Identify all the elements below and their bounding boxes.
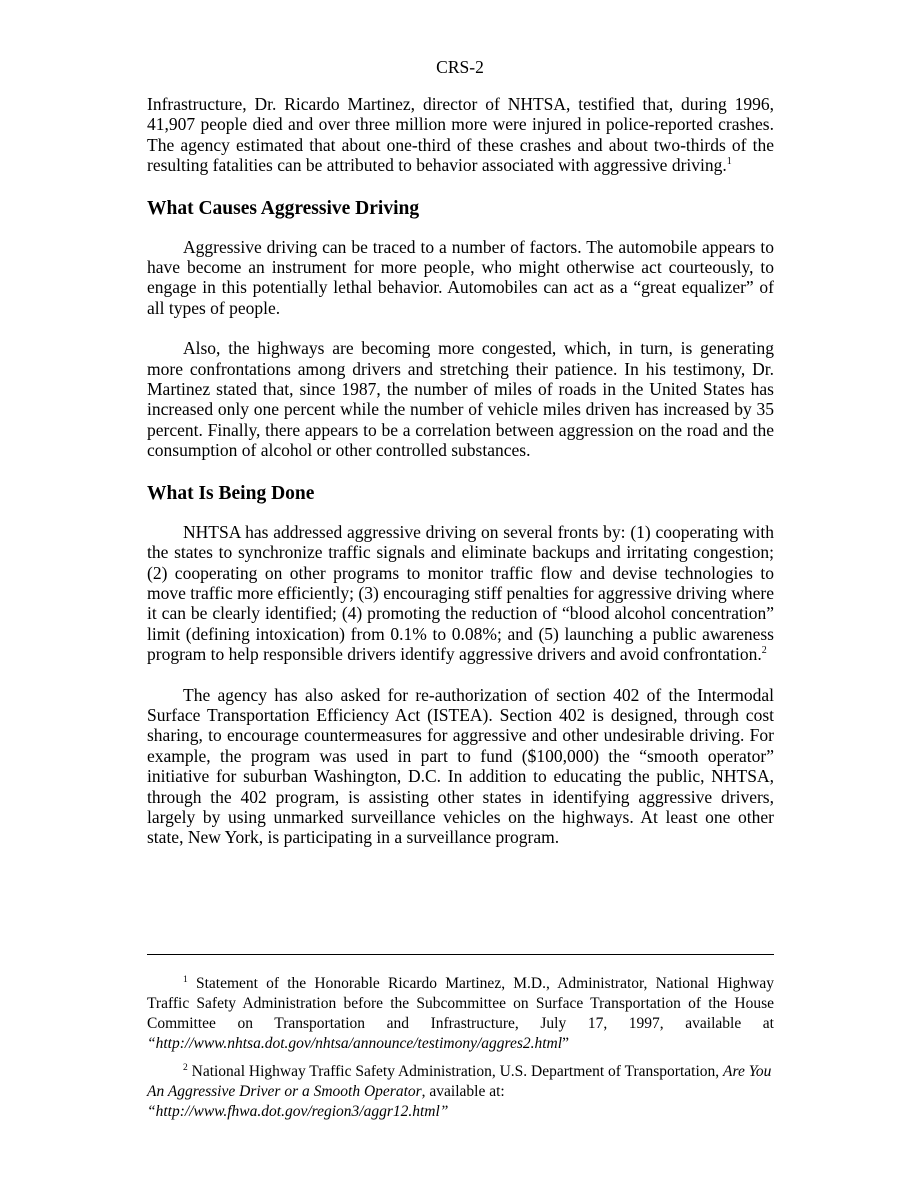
done-paragraph-1 [147, 522, 774, 665]
footnote-divider [147, 954, 774, 955]
heading-what-is-being-done: What Is Being Done [147, 482, 315, 504]
intro-paragraph [147, 94, 774, 176]
intro-paragraph-text: Infrastructure, Dr. Ricardo Martinez, director of NHTSA, testified that, during 1996, 41,907 people died and over three million more were injured in police-reported crashes. The agency estimated that about one-third of these crashes and about two-thirds of the resulting fatalities can be attributed to behavior associated with aggressive driving. [147, 94, 774, 176]
footnote-2-link[interactable]: “http://www.fhwa.dot.gov/region3/aggr12.html” [147, 1103, 449, 1120]
causes-paragraph-1: Aggressive driving can be traced to a number of factors. The automobile appears to have become an instrument for more people, who might otherwise act courteously, to engage in this potentially lethal behavior. Automobiles can act as a “great equalizer” of all types of people. [147, 236, 774, 318]
done-paragraph-2: The agency has also asked for re-authorization of section 402 of the Intermodal Surface Transportation Efficiency Act (ISTEA). Section 402 is designed, through cost sharing, to encourage countermeasures for aggressive and other undesirable driving. For example, the program was used in part to fund ($100,000) the “smooth operator” initiative for suburban Washington, D.C. In addition to educating the public, NHTSA, through the 402 program, is assisting other states in identifying aggressive drivers, largely by using unmarked surveillance vehicles on the highways. At least one other state, New York, is participating in a surveillance program. [147, 684, 774, 848]
footnote-2-text: National Highway Traffic Safety Administration, U.S. Department of Transportation, [191, 1063, 720, 1080]
footnote-2-title: Are You An Aggressive Driver or a Smooth Operator [147, 1063, 772, 1100]
footnotes [147, 974, 774, 1122]
heading-what-causes: What Causes Aggressive Driving [147, 197, 420, 219]
footnote-1-number: 1 [183, 975, 188, 985]
done-paragraph-1-text: NHTSA has addressed aggressive driving on several fronts by: (1) cooperating with the states to synchronize traffic signals and eliminate backups and irritating congestion; (2) cooperating on other programs to monitor traffic flow and devise technologies to move traffic more efficiently; (3) encouraging stiff penalties for aggressive driving where it can be clearly identified; (4) promoting the reduction of “blood alcohol concentration” limit (defining intoxication) from 0.1% to 0.08%; and (5) launching a public awareness program to help responsible drivers identify aggressive drivers and avoid confrontation. [147, 521, 774, 665]
footnote-1-text: Statement of the Honorable Ricardo Martinez, M.D., Administrator, National Highway Traffic Safety Administration before the Subcommittee on Surface Transportation of the House Committee on Transportation and Infrastructure, July 17, 1997, available at [147, 975, 775, 1032]
causes-paragraph-2: Also, the highways are becoming more congested, which, in turn, is generating more confrontations among drivers and stretching their patience. In his testimony, Dr. Martinez stated that, since 1987, the number of miles of roads in the United States has increased only one percent while the number of vehicle miles driven has increased by 35 percent. Finally, there appears to be a correlation between aggression on the road and the consumption of alcohol or other controlled substances. [147, 338, 774, 461]
footnote-2 [147, 1062, 774, 1122]
footnote-1-link[interactable]: “http://www.nhtsa.dot.gov/nhtsa/announce/testimony/aggres2.html [147, 1035, 563, 1052]
page-number: CRS-2 [436, 57, 484, 77]
footnote-ref-1: 1 [726, 156, 732, 168]
footnote-1-link-close: ” [562, 1035, 569, 1052]
footnote-1 [147, 974, 774, 1054]
footnote-2-text-after: , available at: [421, 1083, 505, 1100]
footnote-2-number: 2 [183, 1063, 188, 1073]
footnote-ref-2: 2 [761, 645, 767, 657]
document-body [147, 94, 774, 848]
